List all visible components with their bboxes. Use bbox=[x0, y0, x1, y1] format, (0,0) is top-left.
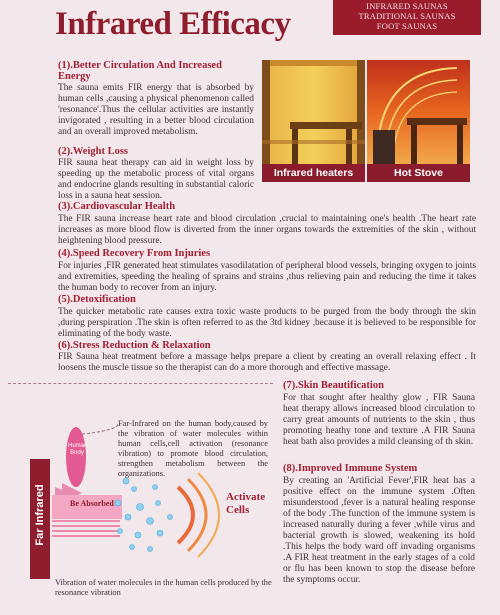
far-infrared-diagram bbox=[0, 383, 280, 615]
section-body: For injuries ,FIR generated heat stimulates vasodilatation of peripheral blood vessels, bringing oxygen to joints and extremities, speeding the healing of sprains and strains ,thus relieving pain and reducing the time it takes the human body to recover from an injury. bbox=[58, 261, 476, 293]
section-body: The quicker metabolic rate causes extra toxic waste products to be purged from the body through the skin ,during perspiration .The skin is often referred to as the 3td kidney ,because it is believed to be responsible for eliminating of the body waste. bbox=[58, 307, 476, 339]
infrared-heater-graphic bbox=[262, 60, 365, 164]
far-infrared-vertical-label bbox=[30, 459, 50, 579]
panel-label: Hot Stove bbox=[367, 164, 470, 182]
far-infrared-label: Far Infrared bbox=[34, 484, 46, 546]
diagram-description: Far-Infrared on the human body,caused by the vibration of water molecules within human cells,cell activation (resonance vibration) to promote blood circulation, strengthen metabolism between the organizations. bbox=[118, 419, 268, 478]
section-body: By creating an 'Artificial Fever',FIR heat has a positive effect on the immune system .Often misunderstood ,fever is a natural healing response of the body .The function of the immune system is increased naturally during a fever ,while virus and bacterial growth is slowed, weakening its hold .This helps the body ward off invading organisms .A FIR heat treatment in the early stages of a cold or flu has been known to stop the disease before the symptoms occur. bbox=[283, 476, 475, 585]
activate-cells-label: Activate Cells bbox=[226, 491, 266, 516]
section-body: FIR Sauna heat treatment before a massage helps prepare a client by creating an overall relaxing effect . It loosens the muscle tissue so the therapist can do a more thorough and effective massage. bbox=[58, 352, 476, 373]
section-heading: (4).Speed Recovery From Injuries bbox=[58, 248, 211, 259]
section-body: The sauna emits FIR energy that is absorbed by human cells ,causing a physical phenomenon called 'resonance'.Thus the cellular activities are instantly invigorated , resulting in a better blood circulation and an overall improved metabolism. bbox=[58, 83, 254, 137]
product-badge bbox=[333, 0, 481, 35]
human-body-label: Human Body bbox=[68, 443, 88, 456]
section-heading: (7).Skin Beautification bbox=[283, 380, 384, 391]
section-body: FIR sauna heat therapy can aid in weight loss by speeding up the metabolic process of vital organs and endocrine glands resulting in substantial caloric loss in a sauna heat session. bbox=[58, 158, 254, 201]
infrared-heater-illustration bbox=[262, 60, 365, 182]
section-heading: (3).Cardiovascular Health bbox=[58, 201, 176, 212]
page-title: Infrared Efficacy bbox=[55, 6, 291, 42]
section-heading: (6).Stress Reduction & Relaxation bbox=[58, 340, 211, 351]
panel-label: Infrared heaters bbox=[262, 164, 365, 182]
badge-line: FOOT SAUNAS bbox=[376, 21, 438, 31]
section-heading: (2).Weight Loss bbox=[58, 146, 129, 157]
section-heading: (1).Better Circulation And Increased Energy bbox=[58, 60, 222, 82]
section-body: For that sought after healthy glow , FIR Sauna heat therapy allows increased blood circulation to carry great amounts of nutrients to the skin , thus promoting heathy tone and texture .A FIR Sauna heat bath also provides a mild cleansing of th skin. bbox=[283, 393, 475, 447]
section-heading: (5).Detoxification bbox=[58, 294, 136, 305]
badge-line: INFRARED SAUNAS bbox=[366, 1, 448, 11]
hot-stove-illustration bbox=[367, 60, 470, 182]
section-heading: (8).Improved Immune System bbox=[283, 463, 418, 474]
diagram-caption: Vibration of water molecules in the human cells produced by the resonance vibration bbox=[55, 578, 272, 597]
absorbed-label: Be Absorbed bbox=[70, 499, 114, 508]
section-body: The FIR sauna increase heart rate and blood circulation ,crucial to maintaining one's health .The heart rate increases as more blood flow is diverted from the inner organs towards the extremities of the skin , without heightening blood pressure. bbox=[58, 214, 476, 246]
badge-line: TRADITIONAL SAUNAS bbox=[358, 11, 456, 21]
hot-stove-graphic bbox=[367, 60, 470, 164]
